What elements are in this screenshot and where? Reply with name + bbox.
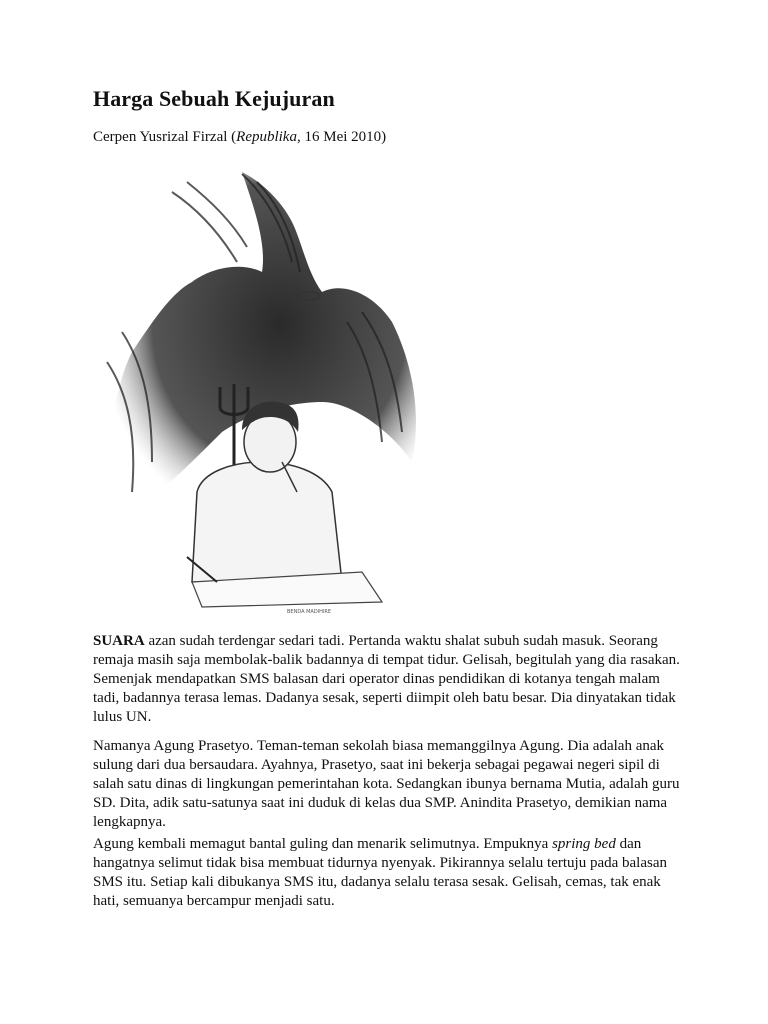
paragraph-1-lead: SUARA — [93, 633, 145, 649]
paragraph-2: Namanya Agung Prasetyo. Teman-teman sekolah biasa memanggilnya Agung. Dia adalah anak sulung dari dua bersaudara. Ayahnya, Prasetyo, saat ini bekerja sebagai pegawai negeri sipil di salah satu dinas di lingkungan pemerintahan kota. Sedangkan ibunya bernama Mutia, adalah guru SD. Dita, adik satu-satunya saat ini duduk di kelas dua SMP. Anindita Prasetyo, demikian nama lengkapnya. — [93, 738, 680, 830]
paragraph-1 — [93, 632, 683, 727]
article-title: Harga Sebuah Kejujuran — [93, 86, 335, 111]
paragraph-3 — [93, 835, 683, 911]
paragraph-3-before: Agung kembali memagut bantal guling dan menarik selimutnya. Empuknya — [93, 836, 553, 852]
paragraph-3-after: dan hangatnya selimut tidak bisa membuat tidurnya nyenyak. Pikirannya selalu tertuju pada balasan SMS itu. Setiap kali dibukanya SMS itu, dadanya selalu terasa sesak. Gelisah, cemas, tak enak hati, semuanya bercampur menjadi satu. — [93, 836, 668, 909]
byline-prefix: Cerpen Yusrizal Firzal ( — [93, 129, 237, 145]
paragraph-1-text: azan sudah terdengar sedari tadi. Pertanda waktu shalat subuh sudah masuk. Seorang remaja masih saja membolak-balik badannya di tempat tidur. Gelisah, begitulah yang dia rasakan. Semenjak mendapatkan SMS balasan dari operator dinas pendidikan di kotanya tengah malam tadi, badannya terasa lemas. Dadanya sesak, seperti diimpit oleh batu besar. Dia dinyatakan tidak lulus UN. — [93, 633, 680, 725]
illustrator-signature: BENDA MADIHIRE — [287, 609, 332, 615]
byline-suffix: , 16 Mei 2010) — [296, 129, 387, 145]
paragraph-3-italic: spring bed — [552, 836, 616, 852]
story-illustration — [92, 162, 432, 620]
article-byline — [93, 129, 386, 146]
byline-publication: Republika — [236, 129, 297, 145]
